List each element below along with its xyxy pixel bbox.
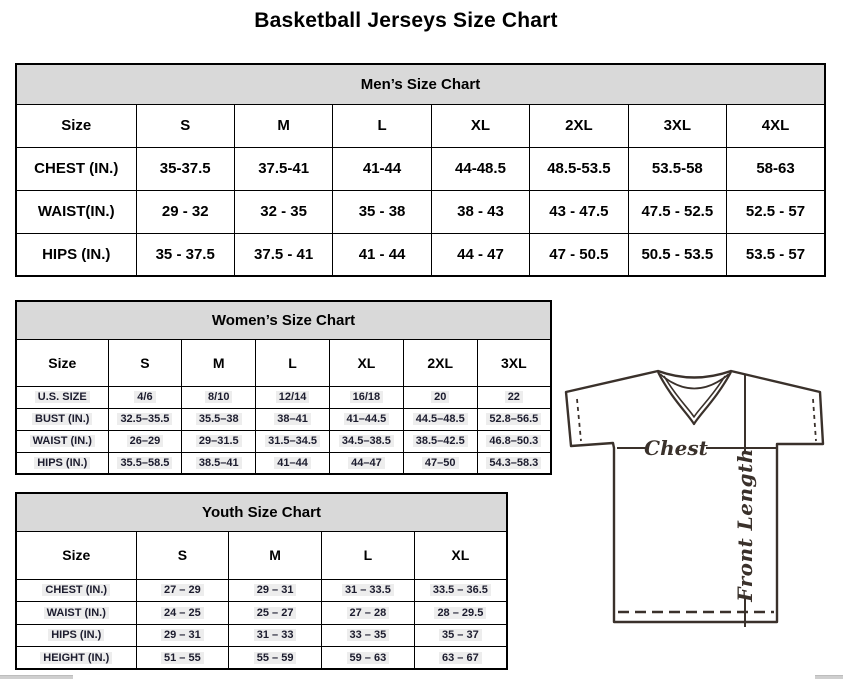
page-title: Basketball Jerseys Size Chart xyxy=(254,9,558,32)
cell xyxy=(329,452,403,474)
cell xyxy=(108,452,182,474)
cell xyxy=(182,452,256,474)
row-label xyxy=(16,430,108,452)
table-row xyxy=(16,430,551,452)
cell xyxy=(414,624,507,647)
cell xyxy=(256,430,330,452)
column-header: XL xyxy=(329,339,403,386)
column-header: S xyxy=(136,104,234,147)
cell xyxy=(256,408,330,430)
cell-text: BUST (IN.) xyxy=(32,413,92,425)
cell-text: 31 – 33.5 xyxy=(342,584,394,596)
cell-text: 33 – 35 xyxy=(347,629,390,641)
table-header-row xyxy=(16,531,507,579)
cell xyxy=(329,408,403,430)
cell-text: 31.5–34.5 xyxy=(265,435,320,447)
cell-text: 44–47 xyxy=(348,457,385,469)
cell xyxy=(414,579,507,602)
cell: 53.5-58 xyxy=(628,147,726,190)
table-row xyxy=(16,602,507,625)
cell-text: 24 – 25 xyxy=(161,607,204,619)
column-header: 3XL xyxy=(477,339,551,386)
cell xyxy=(229,624,322,647)
front-length-label: Front Length xyxy=(733,448,757,602)
cell: 41 - 44 xyxy=(333,233,431,276)
cell-text: 47–50 xyxy=(422,457,459,469)
cell-text: 38.5–41 xyxy=(196,457,242,469)
column-header: L xyxy=(333,104,431,147)
cell-text: 27 – 29 xyxy=(161,584,204,596)
cell-text: 31 – 33 xyxy=(254,629,297,641)
cell-text: 8/10 xyxy=(205,391,232,403)
cell-text: 55 – 59 xyxy=(254,652,297,664)
cell-text: U.S. SIZE xyxy=(35,391,90,403)
cell xyxy=(322,579,415,602)
cell-text: 52.8–56.5 xyxy=(486,413,541,425)
column-header: L xyxy=(256,339,330,386)
mens-table-title: Men’s Size Chart xyxy=(16,64,825,104)
table-row xyxy=(16,624,507,647)
cell xyxy=(403,386,477,408)
cell-text: 41–44 xyxy=(274,457,311,469)
cell-text: 33.5 – 36.5 xyxy=(430,584,491,596)
womens-table-title: Women’s Size Chart xyxy=(16,301,551,339)
row-label xyxy=(16,579,136,602)
table-band-row xyxy=(16,493,507,531)
cell xyxy=(329,430,403,452)
cell xyxy=(108,408,182,430)
cell-text: HIPS (IN.) xyxy=(48,629,104,641)
cell-text: 41–44.5 xyxy=(344,413,390,425)
cell-text: 29–31.5 xyxy=(196,435,242,447)
cell xyxy=(182,408,256,430)
table-row xyxy=(16,147,825,190)
column-header: XL xyxy=(431,104,529,147)
cell-text: 12/14 xyxy=(276,391,310,403)
mens-size-table xyxy=(15,63,826,277)
cell xyxy=(403,430,477,452)
row-label xyxy=(16,602,136,625)
scrollbar-fragment-right[interactable] xyxy=(815,675,843,679)
cell-text: 38–41 xyxy=(274,413,311,425)
row-label xyxy=(16,647,136,670)
cell xyxy=(414,602,507,625)
cell-text: HIPS (IN.) xyxy=(34,457,90,469)
cell: 35-37.5 xyxy=(136,147,234,190)
left-cuff-dashed-line xyxy=(577,399,581,441)
column-header: M xyxy=(234,104,332,147)
row-label xyxy=(16,408,108,430)
cell: 47 - 50.5 xyxy=(530,233,628,276)
youth-table-title: Youth Size Chart xyxy=(16,493,507,531)
cell xyxy=(414,647,507,670)
scrollbar-fragment-left[interactable] xyxy=(0,675,73,679)
cell-text: 35 – 37 xyxy=(439,629,482,641)
table-row xyxy=(16,233,825,276)
cell: 29 - 32 xyxy=(136,190,234,233)
cell-text: WAIST (IN.) xyxy=(44,607,109,619)
column-header: 3XL xyxy=(628,104,726,147)
cell xyxy=(322,624,415,647)
youth-size-table xyxy=(15,492,508,670)
cell xyxy=(403,408,477,430)
cell: 37.5 - 41 xyxy=(234,233,332,276)
cell xyxy=(229,602,322,625)
column-header: S xyxy=(136,531,229,579)
cell-text: 35.5–58.5 xyxy=(117,457,172,469)
column-header: M xyxy=(182,339,256,386)
jersey-diagram xyxy=(555,358,843,638)
size-header: Size xyxy=(16,104,136,147)
cell-text: WAIST (IN.) xyxy=(30,435,95,447)
cell: 35 - 37.5 xyxy=(136,233,234,276)
size-header: Size xyxy=(16,339,108,386)
table-row xyxy=(16,386,551,408)
cell xyxy=(477,452,551,474)
cell xyxy=(108,430,182,452)
cell: 48.5-53.5 xyxy=(530,147,628,190)
cell xyxy=(322,647,415,670)
cell xyxy=(256,386,330,408)
cell-text: 20 xyxy=(431,391,449,403)
cell: 44 - 47 xyxy=(431,233,529,276)
cell-text: 34.5–38.5 xyxy=(339,435,394,447)
table-row xyxy=(16,579,507,602)
cell: 43 - 47.5 xyxy=(530,190,628,233)
cell-text: 51 – 55 xyxy=(161,652,204,664)
cell: 41-44 xyxy=(333,147,431,190)
cell-text: 32.5–35.5 xyxy=(117,413,172,425)
cell-text: 46.8–50.3 xyxy=(486,435,541,447)
cell: 47.5 - 52.5 xyxy=(628,190,726,233)
cell: 38 - 43 xyxy=(431,190,529,233)
table-row xyxy=(16,190,825,233)
cell-text: 38.5–42.5 xyxy=(413,435,468,447)
cell-text: 26–29 xyxy=(127,435,164,447)
cell xyxy=(403,452,477,474)
cell-text: 4/6 xyxy=(134,391,155,403)
cell xyxy=(229,579,322,602)
table-band-row xyxy=(16,64,825,104)
row-label xyxy=(16,386,108,408)
column-header: 2XL xyxy=(403,339,477,386)
cell-text: 27 – 28 xyxy=(347,607,390,619)
chest-label: Chest xyxy=(644,436,708,460)
cell-text: 25 – 27 xyxy=(254,607,297,619)
cell xyxy=(229,647,322,670)
row-label xyxy=(16,452,108,474)
cell: 44-48.5 xyxy=(431,147,529,190)
cell: 52.5 - 57 xyxy=(727,190,825,233)
cell-text: 63 – 67 xyxy=(439,652,482,664)
cell-text: 28 – 29.5 xyxy=(434,607,486,619)
cell-text: 35.5–38 xyxy=(196,413,242,425)
column-header: L xyxy=(322,531,415,579)
cell xyxy=(477,430,551,452)
column-header: 4XL xyxy=(727,104,825,147)
cell xyxy=(136,647,229,670)
cell xyxy=(136,624,229,647)
womens-size-table xyxy=(15,300,552,475)
column-header: XL xyxy=(414,531,507,579)
cell: 58-63 xyxy=(727,147,825,190)
cell-text: CHEST (IN.) xyxy=(42,584,110,596)
cell: 35 - 38 xyxy=(333,190,431,233)
cell xyxy=(477,408,551,430)
table-row xyxy=(16,408,551,430)
cell: 50.5 - 53.5 xyxy=(628,233,726,276)
cell-text: 54.3–58.3 xyxy=(486,457,541,469)
cell-text: 22 xyxy=(505,391,523,403)
cell-text: HEIGHT (IN.) xyxy=(40,652,112,664)
cell xyxy=(108,386,182,408)
jersey-outline-shape xyxy=(566,371,823,622)
cell xyxy=(136,602,229,625)
row-label: CHEST (IN.) xyxy=(16,147,136,190)
table-header-row xyxy=(16,339,551,386)
cell: 32 - 35 xyxy=(234,190,332,233)
table-row xyxy=(16,452,551,474)
cell-text: 29 – 31 xyxy=(161,629,204,641)
column-header: S xyxy=(108,339,182,386)
right-cuff-dashed-line xyxy=(813,399,816,441)
cell xyxy=(182,386,256,408)
cell xyxy=(477,386,551,408)
row-label: WAIST(IN.) xyxy=(16,190,136,233)
row-label: HIPS (IN.) xyxy=(16,233,136,276)
row-label xyxy=(16,624,136,647)
cell: 37.5-41 xyxy=(234,147,332,190)
cell-text: 29 – 31 xyxy=(254,584,297,596)
size-header: Size xyxy=(16,531,136,579)
cell xyxy=(256,452,330,474)
column-header: 2XL xyxy=(530,104,628,147)
table-band-row xyxy=(16,301,551,339)
cell xyxy=(182,430,256,452)
cell xyxy=(329,386,403,408)
cell-text: 59 – 63 xyxy=(347,652,390,664)
column-header: M xyxy=(229,531,322,579)
table-row xyxy=(16,647,507,670)
cell-text: 16/18 xyxy=(350,391,384,403)
cell xyxy=(322,602,415,625)
cell-text: 44.5–48.5 xyxy=(413,413,468,425)
cell xyxy=(136,579,229,602)
cell: 53.5 - 57 xyxy=(727,233,825,276)
table-header-row xyxy=(16,104,825,147)
